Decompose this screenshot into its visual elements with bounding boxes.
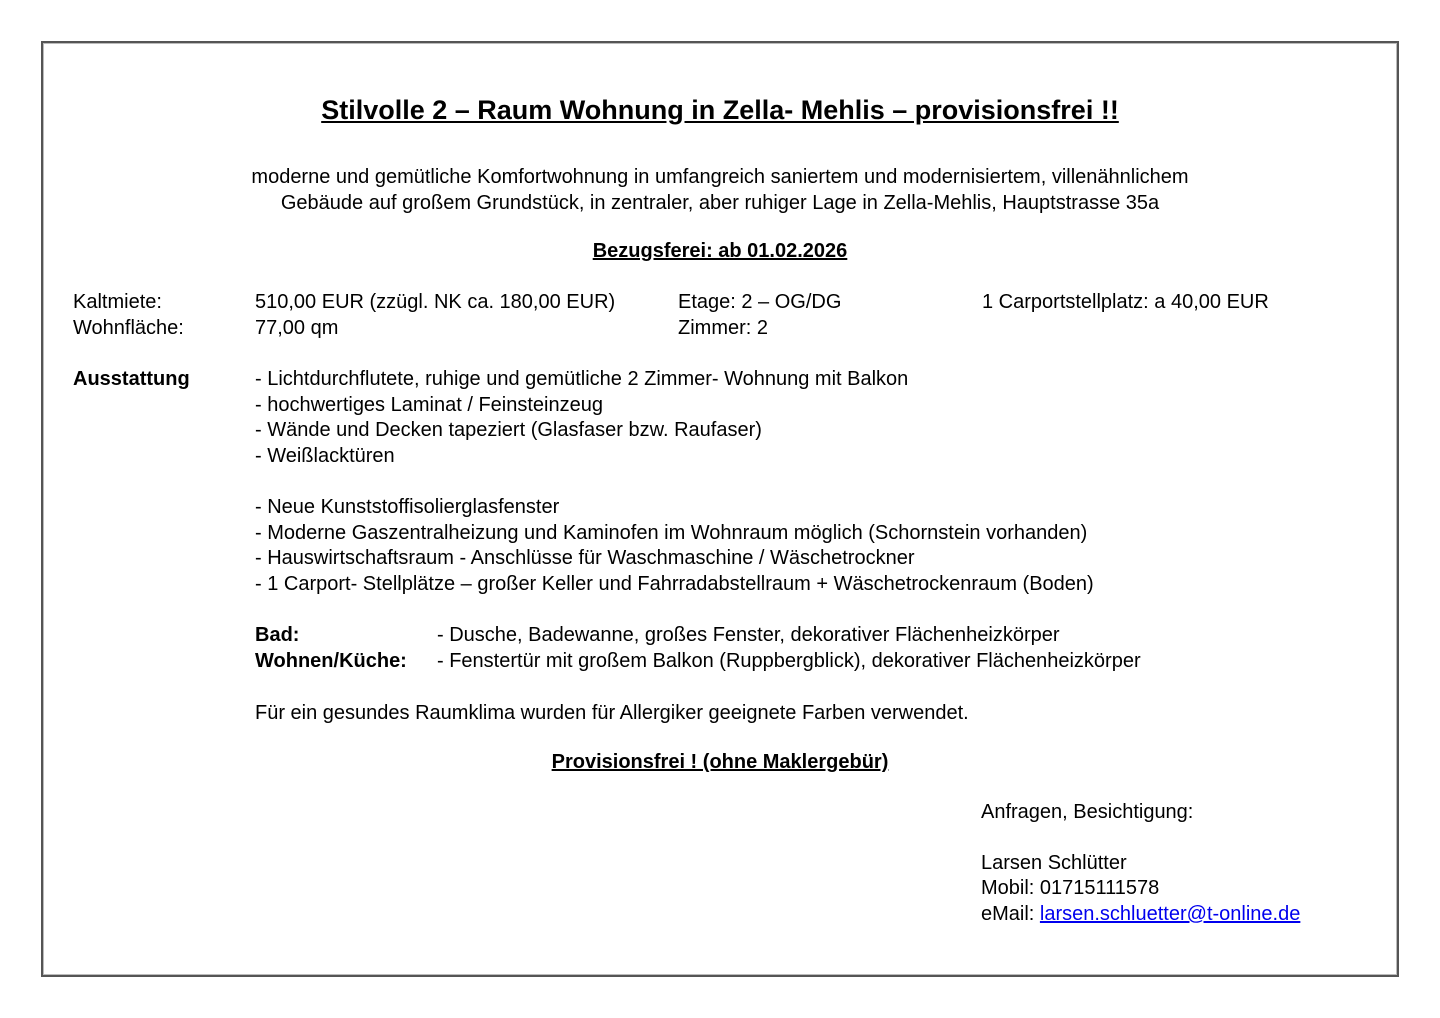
commission-heading: Provisionsfrei ! (ohne Maklergebür) (551, 751, 889, 773)
rooms-info: Zimmer: 2 (678, 317, 768, 339)
living-value: - Fenstertür mit großem Balkon (Ruppbergblick), dekorativer Flächenheizkörper (437, 650, 1141, 672)
intro-line-2: Gebäude auf großem Grundstück, in zentraler, aber ruhiger Lage in Zella-Mehlis, Hauptstrasse 35a (280, 192, 1160, 214)
bath-value: - Dusche, Badewanne, großes Fenster, dekorativer Flächenheizkörper (437, 624, 1060, 646)
contact-heading: Anfragen, Besichtigung: (981, 801, 1194, 823)
intro-line-1: moderne und gemütliche Komfortwohnung in umfangreich saniertem und modernisiertem, villenähnlichem (251, 166, 1189, 188)
list-item: - 1 Carport- Stellplätze – großer Keller und Fahrradabstellraum + Wäschetrockenraum (Boden) (255, 572, 1094, 595)
email-label: eMail: (981, 903, 1040, 925)
bath-label: Bad: (255, 624, 300, 646)
area-value: 77,00 qm (255, 317, 339, 339)
contact-mobile: Mobil: 01715111578 (981, 877, 1160, 899)
list-item: - Lichtdurchflutete, ruhige und gemütliche 2 Zimmer- Wohnung mit Balkon (255, 368, 909, 390)
list-item: - Hauswirtschaftsraum - Anschlüsse für Waschmaschine / Wäschetrockner (255, 547, 915, 569)
living-label: Wohnen/Küche: (255, 650, 407, 672)
availability-heading: Bezugsferei: ab 01.02.2026 (592, 240, 848, 262)
contact-name: Larsen Schlütter (981, 852, 1127, 874)
area-label: Wohnfläche: (73, 317, 184, 339)
equipment-list-1 (255, 367, 908, 469)
list-item: - hochwertiges Laminat / Feinsteinzeug (255, 393, 603, 416)
list-item: - Moderne Gaszentralheizung und Kaminofen im Wohnraum möglich (Schornstein vorhanden) (255, 521, 1088, 544)
carport-info: 1 Carportstellplatz: a 40,00 EUR (982, 291, 1269, 313)
climate-note: Für ein gesundes Raumklima wurden für Allergiker geeignete Farben verwendet. (255, 702, 969, 724)
equipment-list-2 (255, 495, 1094, 597)
floor-info: Etage: 2 – OG/DG (678, 291, 842, 313)
rent-label: Kaltmiete: (73, 291, 162, 313)
contact-email-row (981, 902, 1300, 928)
page-title: Stilvolle 2 – Raum Wohnung in Zella- Mehlis – provisionsfrei !! (321, 95, 1119, 125)
list-item: - Wände und Decken tapeziert (Glasfaser bzw. Raufaser) (255, 419, 762, 441)
rent-value: 510,00 EUR (zzügl. NK ca. 180,00 EUR) (255, 291, 616, 313)
equipment-label: Ausstattung (73, 368, 190, 390)
email-link[interactable]: larsen.schluetter@t-online.de (1039, 903, 1301, 925)
list-item: - Neue Kunststoffisolierglasfenster (255, 496, 560, 518)
list-item: - Weißlacktüren (255, 444, 395, 467)
